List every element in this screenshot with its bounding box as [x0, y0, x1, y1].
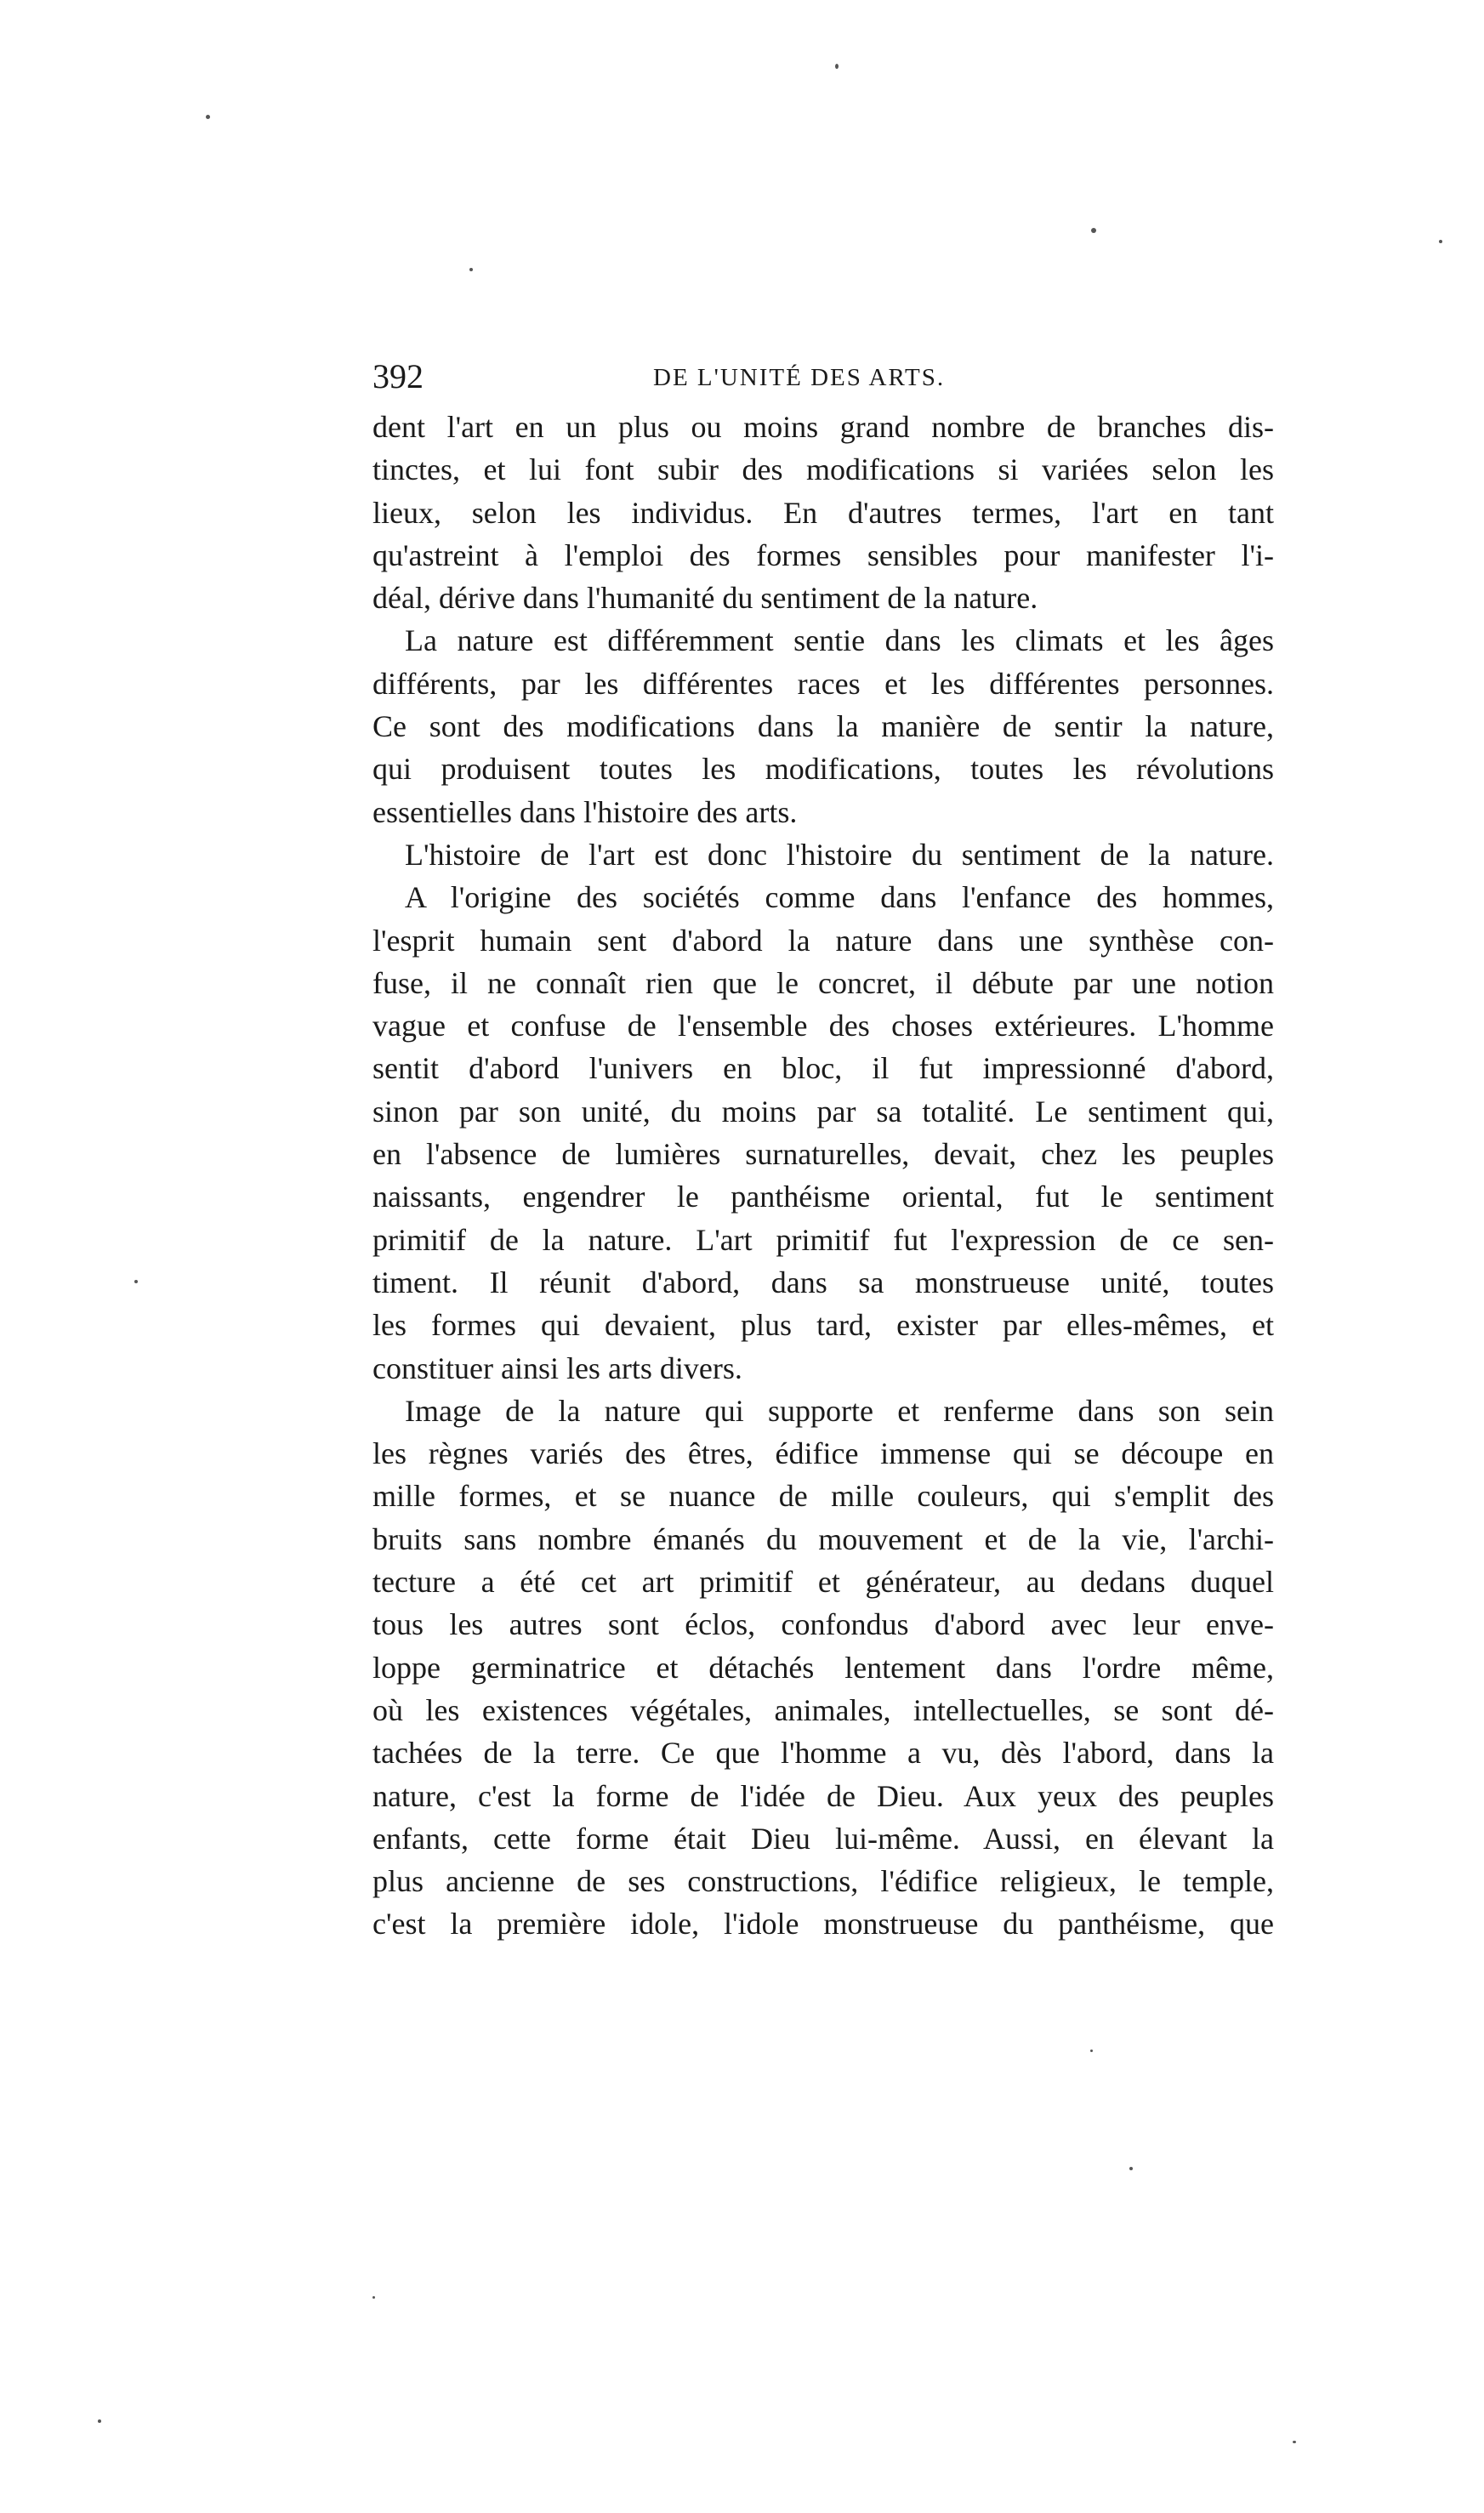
scan-speck [372, 2296, 375, 2299]
text-line: loppe germinatrice et détachés lentement dans l'ordre même, [372, 1650, 1274, 1685]
text-line: Ce sont des modifications dans la manière de sentir la nature, [372, 709, 1274, 744]
text-line: primitif de la nature. L'art primitif fut l'expression de ce sen- [372, 1222, 1274, 1257]
text-line: L'histoire de l'art est donc l'histoire du sentiment de la nature. [405, 837, 1274, 872]
text-line: tinctes, et lui font subir des modifications si variées selon les [372, 452, 1274, 487]
text-line: différents, par les différentes races et les différentes personnes. [372, 666, 1274, 701]
text-line: bruits sans nombre émanés du mouvement et de la vie, l'archi- [372, 1521, 1274, 1556]
scan-speck [1091, 228, 1096, 233]
scan-speck [1090, 2050, 1093, 2052]
text-line: qui produisent toutes les modifications, toutes les révolutions [372, 752, 1274, 787]
text-line: en l'absence de lumières surnaturelles, devait, chez les peuples [372, 1137, 1274, 1172]
running-head: DE L'UNITÉ DES ARTS. [653, 364, 946, 391]
text-line: tecture a été cet art primitif et générateur, au dedans duquel [372, 1565, 1274, 1600]
text-line: mille formes, et se nuance de mille couleurs, qui s'emplit des [372, 1479, 1274, 1514]
body-text [372, 406, 1274, 1946]
text-line: nature, c'est la forme de l'idée de Dieu. Aux yeux des peuples [372, 1778, 1274, 1813]
scan-speck [1129, 2167, 1133, 2170]
text-line: c'est la première idole, l'idole monstrueuse du panthéisme, que [372, 1907, 1274, 1942]
scan-speck [98, 2419, 101, 2423]
text-line: constituer ainsi les arts divers. [372, 1350, 742, 1385]
text-line: La nature est différemment sentie dans les climats et les âges [405, 623, 1274, 658]
text-line: où les existences végétales, animales, intellectuelles, se sont dé- [372, 1692, 1274, 1727]
text-line: sentit d'abord l'univers en bloc, il fut impressionné d'abord, [372, 1051, 1274, 1086]
text-line: tachées de la terre. Ce que l'homme a vu, dès l'abord, dans la [372, 1736, 1274, 1771]
scan-speck [1439, 240, 1442, 243]
text-line: enfants, cette forme était Dieu lui-même. Aussi, en élevant la [372, 1821, 1274, 1856]
text-line: tous les autres sont éclos, confondus d'abord avec leur enve- [372, 1607, 1274, 1642]
text-line: plus ancienne de ses constructions, l'édifice religieux, le temple, [372, 1864, 1274, 1899]
text-line: timent. Il réunit d'abord, dans sa monstrueuse unité, toutes [372, 1265, 1274, 1299]
scan-speck [1293, 2441, 1296, 2443]
text-line: naissants, engendrer le panthéisme oriental, fut le sentiment [372, 1180, 1274, 1214]
text-line: essentielles dans l'histoire des arts. [372, 794, 798, 829]
scan-speck [206, 115, 210, 119]
page-number: 392 [372, 357, 424, 395]
text-line: Image de la nature qui supporte et renferme dans son sein [405, 1393, 1274, 1428]
text-line: déal, dérive dans l'humanité du sentiment de la nature. [372, 581, 1038, 616]
scan-speck [469, 268, 473, 271]
scan-speck [134, 1280, 138, 1283]
scan-speck [835, 64, 839, 69]
text-line: sinon par son unité, du moins par sa totalité. Le sentiment qui, [372, 1094, 1274, 1129]
text-line: lieux, selon les individus. En d'autres termes, l'art en tant [372, 495, 1274, 530]
text-line: les formes qui devaient, plus tard, exister par elles-mêmes, et [372, 1308, 1274, 1343]
text-line: vague et confuse de l'ensemble des choses extérieures. L'homme [372, 1009, 1274, 1043]
text-line: l'esprit humain sent d'abord la nature dans une synthèse con- [372, 923, 1274, 958]
text-line: dent l'art en un plus ou moins grand nombre de branches dis- [372, 410, 1274, 444]
text-line: fuse, il ne connaît rien que le concret, il débute par une notion [372, 965, 1274, 1000]
text-line: qu'astreint à l'emploi des formes sensibles pour manifester l'i- [372, 537, 1274, 572]
text-line: les règnes variés des êtres, édifice immense qui se découpe en [372, 1436, 1274, 1471]
text-line: A l'origine des sociétés comme dans l'enfance des hommes, [405, 880, 1274, 915]
page-header [372, 355, 1274, 398]
